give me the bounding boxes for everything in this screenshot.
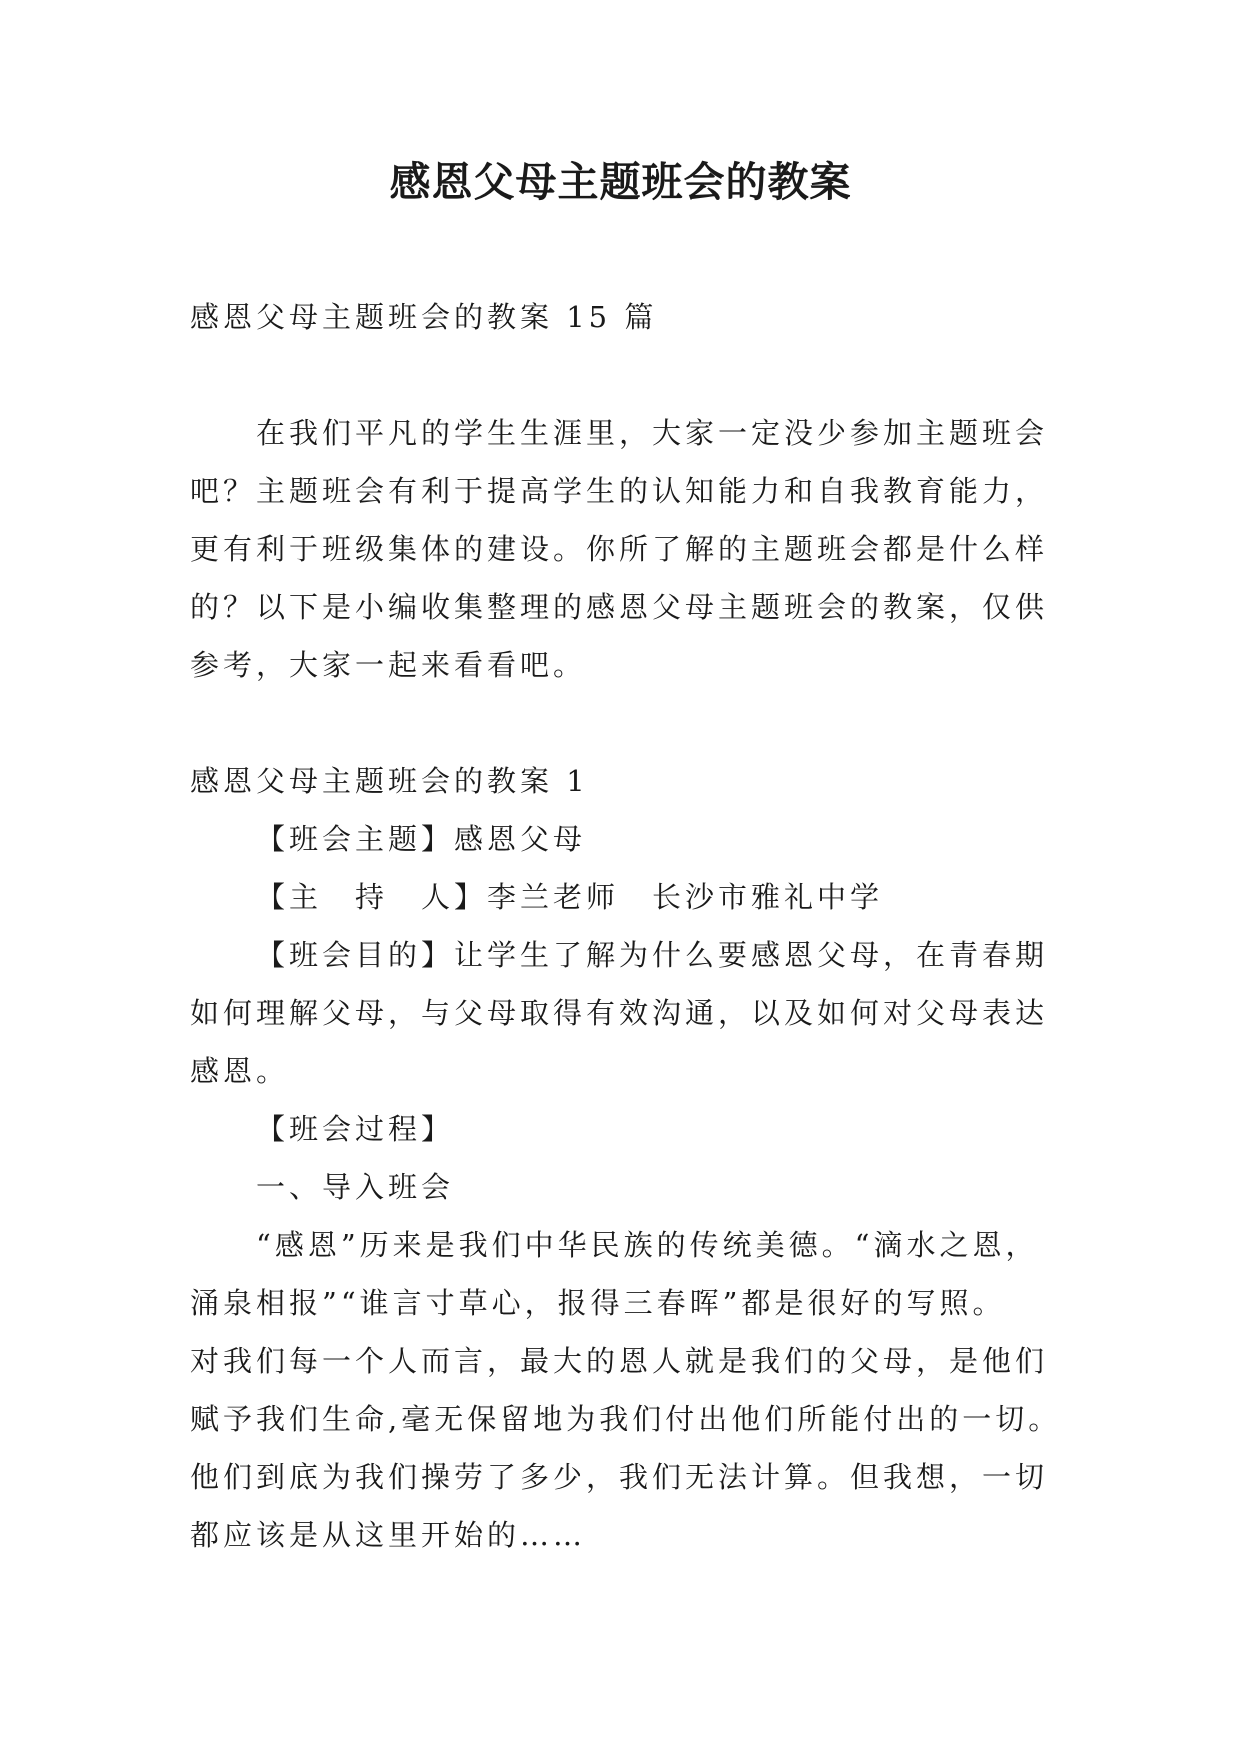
body-line: 都应该是从这里开始的…… — [190, 1518, 587, 1552]
process-heading: 【班会过程】 — [256, 1112, 455, 1146]
purpose-paragraph — [190, 926, 1070, 1100]
intro-line: 参考，大家一起来看看吧。 — [190, 648, 587, 682]
purpose-line: 【班会目的】让学生了解为什么要感恩父母，在青春期 — [256, 938, 1049, 972]
theme-line: 【班会主题】感恩父母 — [256, 822, 587, 856]
step-one-heading: 一、导入班会 — [256, 1170, 455, 1204]
document-body — [190, 288, 1070, 1564]
body-line: “感恩”历来是我们中华民族的传统美德。“滴水之恩， — [256, 1228, 1039, 1262]
intro-line: 更有利于班级集体的建设。你所了解的主题班会都是什么样 — [190, 532, 1049, 566]
body-line: 涌泉相报”“谁言寸草心，报得三春晖”都是很好的写照。 — [190, 1286, 1006, 1320]
body-line: 赋予我们生命,毫无保留地为我们付出他们所能付出的一切。 — [190, 1402, 1062, 1436]
body-line: 他们到底为我们操劳了多少，我们无法计算。但我想，一切 — [190, 1460, 1049, 1494]
body-paragraph — [190, 1216, 1070, 1564]
document-title: 感恩父母主题班会的教案 — [389, 158, 852, 206]
intro-line: 在我们平凡的学生生涯里，大家一定没少参加主题班会 — [256, 416, 1049, 450]
document-subtitle: 感恩父母主题班会的教案 15 篇 — [190, 300, 658, 334]
intro-line: 吧？主题班会有利于提高学生的认知能力和自我教育能力， — [190, 474, 1049, 508]
purpose-line: 感恩。 — [190, 1054, 290, 1088]
host-line: 【主 持 人】李兰老师 长沙市雅礼中学 — [256, 880, 884, 914]
intro-line: 的？以下是小编收集整理的感恩父母主题班会的教案，仅供 — [190, 590, 1049, 624]
body-line: 对我们每一个人而言，最大的恩人就是我们的父母，是他们 — [190, 1344, 1049, 1378]
intro-paragraph — [190, 404, 1070, 694]
purpose-line: 如何理解父母，与父母取得有效沟通，以及如何对父母表达 — [190, 996, 1049, 1030]
section-heading: 感恩父母主题班会的教案 1 — [190, 764, 589, 798]
